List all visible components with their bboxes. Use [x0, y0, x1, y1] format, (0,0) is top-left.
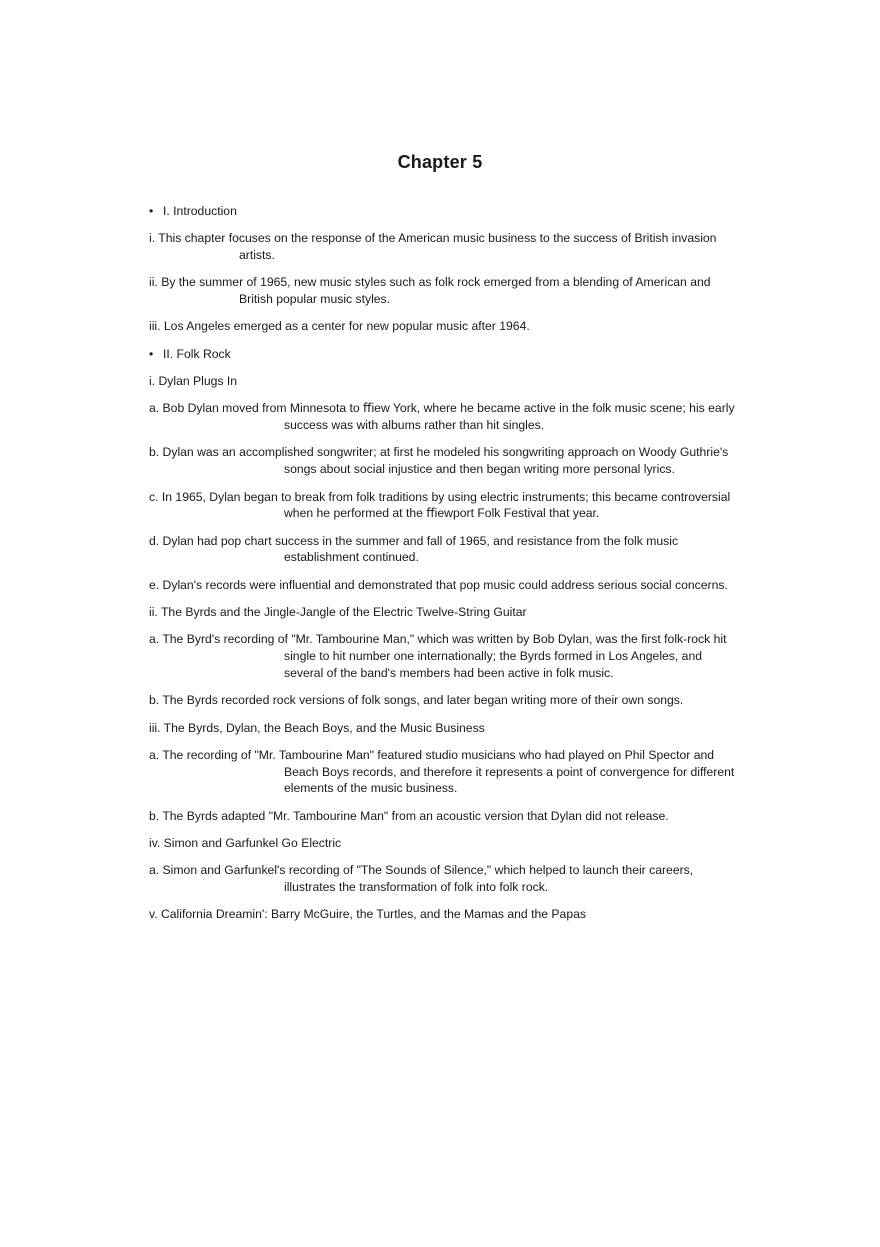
outline-paragraph: a. Simon and Garfunkel's recording of "The Sounds of Silence," which helped to launch their careers, illustrates the transformation of folk into folk rock. — [149, 863, 694, 895]
bullet-icon: • — [149, 346, 154, 361]
bullet-icon: • — [149, 204, 154, 218]
section-heading-text: I. Introduction — [163, 204, 237, 218]
outline-paragraph: v. California Dreamin': Barry McGuire, the Turtles, and the Mamas and the Papas — [149, 907, 586, 922]
outline-paragraph: a. Bob Dylan moved from Minnesota to ﬀiew York, where he became active in the folk music scene; his early success was with albums rather than hit singles. — [149, 401, 735, 433]
outline-paragraph: ii. The Byrds and the Jingle-Jangle of the Electric Twelve-String Guitar — [149, 605, 527, 620]
outline-paragraph: i. This chapter focuses on the response of the American music business to the success of British invasion artists. — [149, 231, 717, 263]
outline-paragraph: iv. Simon and Garfunkel Go Electric — [149, 836, 342, 851]
page-title: Chapter 5 — [397, 152, 483, 172]
outline-paragraph: d. Dylan had pop chart success in the summer and fall of 1965, and resistance from the folk music establishment continued. — [149, 533, 679, 565]
outline-paragraph: iii. The Byrds, Dylan, the Beach Boys, and the Music Business — [149, 720, 485, 735]
section-heading — [149, 346, 739, 363]
outline-paragraph: i. Dylan Plugs In — [149, 374, 238, 389]
outline-paragraph: b. Dylan was an accomplished songwriter; at first he modeled his songwriting approach on Woody Guthrie's songs about social injustice and then began writing more personal lyrics. — [149, 445, 729, 477]
outline-paragraph: a. The recording of "Mr. Tambourine Man" featured studio musicians who had played on Phil Spector and Beach Boys records, and therefore it represents a point of convergence for different elements of the music business. — [149, 747, 735, 796]
outline-paragraph: e. Dylan's records were influential and demonstrated that pop music could address serious social concerns. — [149, 577, 728, 592]
section-heading-text: II. Folk Rock — [163, 346, 231, 361]
outline-paragraph: ii. By the summer of 1965, new music styles such as folk rock emerged from a blending of American and British popular music styles. — [149, 275, 711, 307]
outline-paragraph: b. The Byrds recorded rock versions of folk songs, and later began writing more of their own songs. — [149, 693, 684, 708]
outline-paragraph: a. The Byrd's recording of "Mr. Tambourine Man," which was written by Bob Dylan, was the first folk-rock hit single to hit number one internationally; the Byrds formed in Los Angeles, and several of the band's members had been active in folk music. — [149, 632, 727, 680]
outline-paragraph: iii. Los Angeles emerged as a center for new popular music after 1964. — [149, 319, 530, 334]
section-heading — [149, 203, 739, 220]
document-body — [149, 203, 739, 934]
outline-paragraph: b. The Byrds adapted "Mr. Tambourine Man" from an acoustic version that Dylan did not release. — [149, 808, 669, 823]
outline-paragraph: c. In 1965, Dylan began to break from folk traditions by using electric instruments; this became controversial when he performed at the ﬀiewport Folk Festival that year. — [149, 489, 731, 521]
